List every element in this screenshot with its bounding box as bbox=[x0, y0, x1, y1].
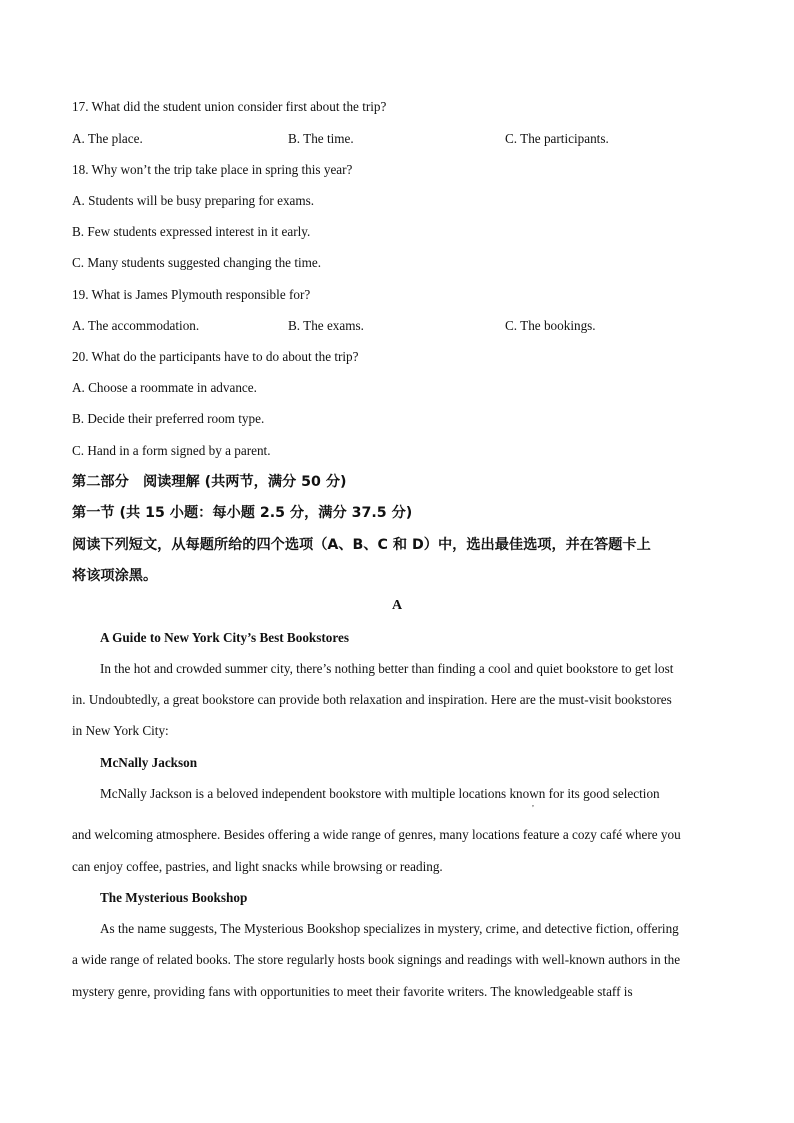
q19-option-c: C. The bookings. bbox=[505, 318, 596, 333]
passage-letter: A bbox=[391, 598, 403, 613]
q17-option-b: B. The time. bbox=[288, 131, 354, 146]
store-1-name: McNally Jackson bbox=[100, 755, 198, 770]
q20-option-c: C. Hand in a form signed by a parent. bbox=[72, 443, 271, 458]
store-2-line-1: As the name suggests, The Mysterious Bookshop specializes in mystery, crime, and detective fiction, offering bbox=[100, 921, 679, 936]
q19-option-a: A. The accommodation. bbox=[72, 318, 200, 333]
store-1-line-2: and welcoming atmosphere. Besides offering a wide range of genres, many locations feature a cozy café where you bbox=[72, 827, 681, 842]
question-20: 20. What do the participants have to do about the trip? bbox=[72, 349, 359, 364]
section-title: 第一节 (共 15 小题：每小题 2.5 分，满分 37.5 分) bbox=[72, 505, 413, 521]
instruction-line-1: 阅读下列短文，从每题所给的四个选项（A、B、C 和 D）中，选出最佳选项，并在答题卡上 bbox=[72, 537, 651, 553]
intro-line-2: in. Undoubtedly, a great bookstore can provide both relaxation and inspiration. Here are the must-visit bookstores bbox=[72, 692, 672, 707]
passage-title: A Guide to New York City’s Best Bookstores bbox=[100, 630, 349, 645]
store-2-name: The Mysterious Bookshop bbox=[100, 890, 248, 905]
intro-line-1: In the hot and crowded summer city, there’s nothing better than finding a cool and quiet bookstore to get lost bbox=[100, 661, 674, 676]
question-18: 18. Why won’t the trip take place in spring this year? bbox=[72, 162, 353, 177]
store-2-line-2: a wide range of related books. The store regularly hosts book signings and readings with well-known authors in the bbox=[72, 952, 681, 967]
question-19: 19. What is James Plymouth responsible for? bbox=[72, 287, 311, 302]
q20-option-a: A. Choose a roommate in advance. bbox=[72, 380, 257, 395]
q17-option-c: C. The participants. bbox=[505, 131, 609, 146]
q18-option-a: A. Students will be busy preparing for exams. bbox=[72, 193, 315, 208]
store-1-line-3: can enjoy coffee, pastries, and light snacks while browsing or reading. bbox=[72, 859, 443, 874]
store-2-line-3: mystery genre, providing fans with opportunities to meet their favorite writers. The knowledgeable staff is bbox=[72, 984, 633, 999]
q18-option-b: B. Few students expressed interest in it early. bbox=[72, 224, 311, 239]
intro-line-3: in New York City: bbox=[72, 723, 169, 738]
q19-option-b: B. The exams. bbox=[288, 318, 364, 333]
part-title: 第二部分 阅读理解 (共两节，满分 50 分) bbox=[72, 474, 347, 490]
q20-option-b: B. Decide their preferred room type. bbox=[72, 411, 265, 426]
question-17: 17. What did the student union consider first about the trip? bbox=[72, 99, 387, 114]
q17-option-a: A. The place. bbox=[72, 131, 143, 146]
store-1-line-1: McNally Jackson is a beloved independent bookstore with multiple locations known for its good selection bbox=[100, 786, 660, 801]
stray-mark: , bbox=[532, 799, 534, 808]
q18-option-c: C. Many students suggested changing the time. bbox=[72, 255, 322, 270]
instruction-line-2: 将该项涂黑。 bbox=[72, 568, 158, 584]
